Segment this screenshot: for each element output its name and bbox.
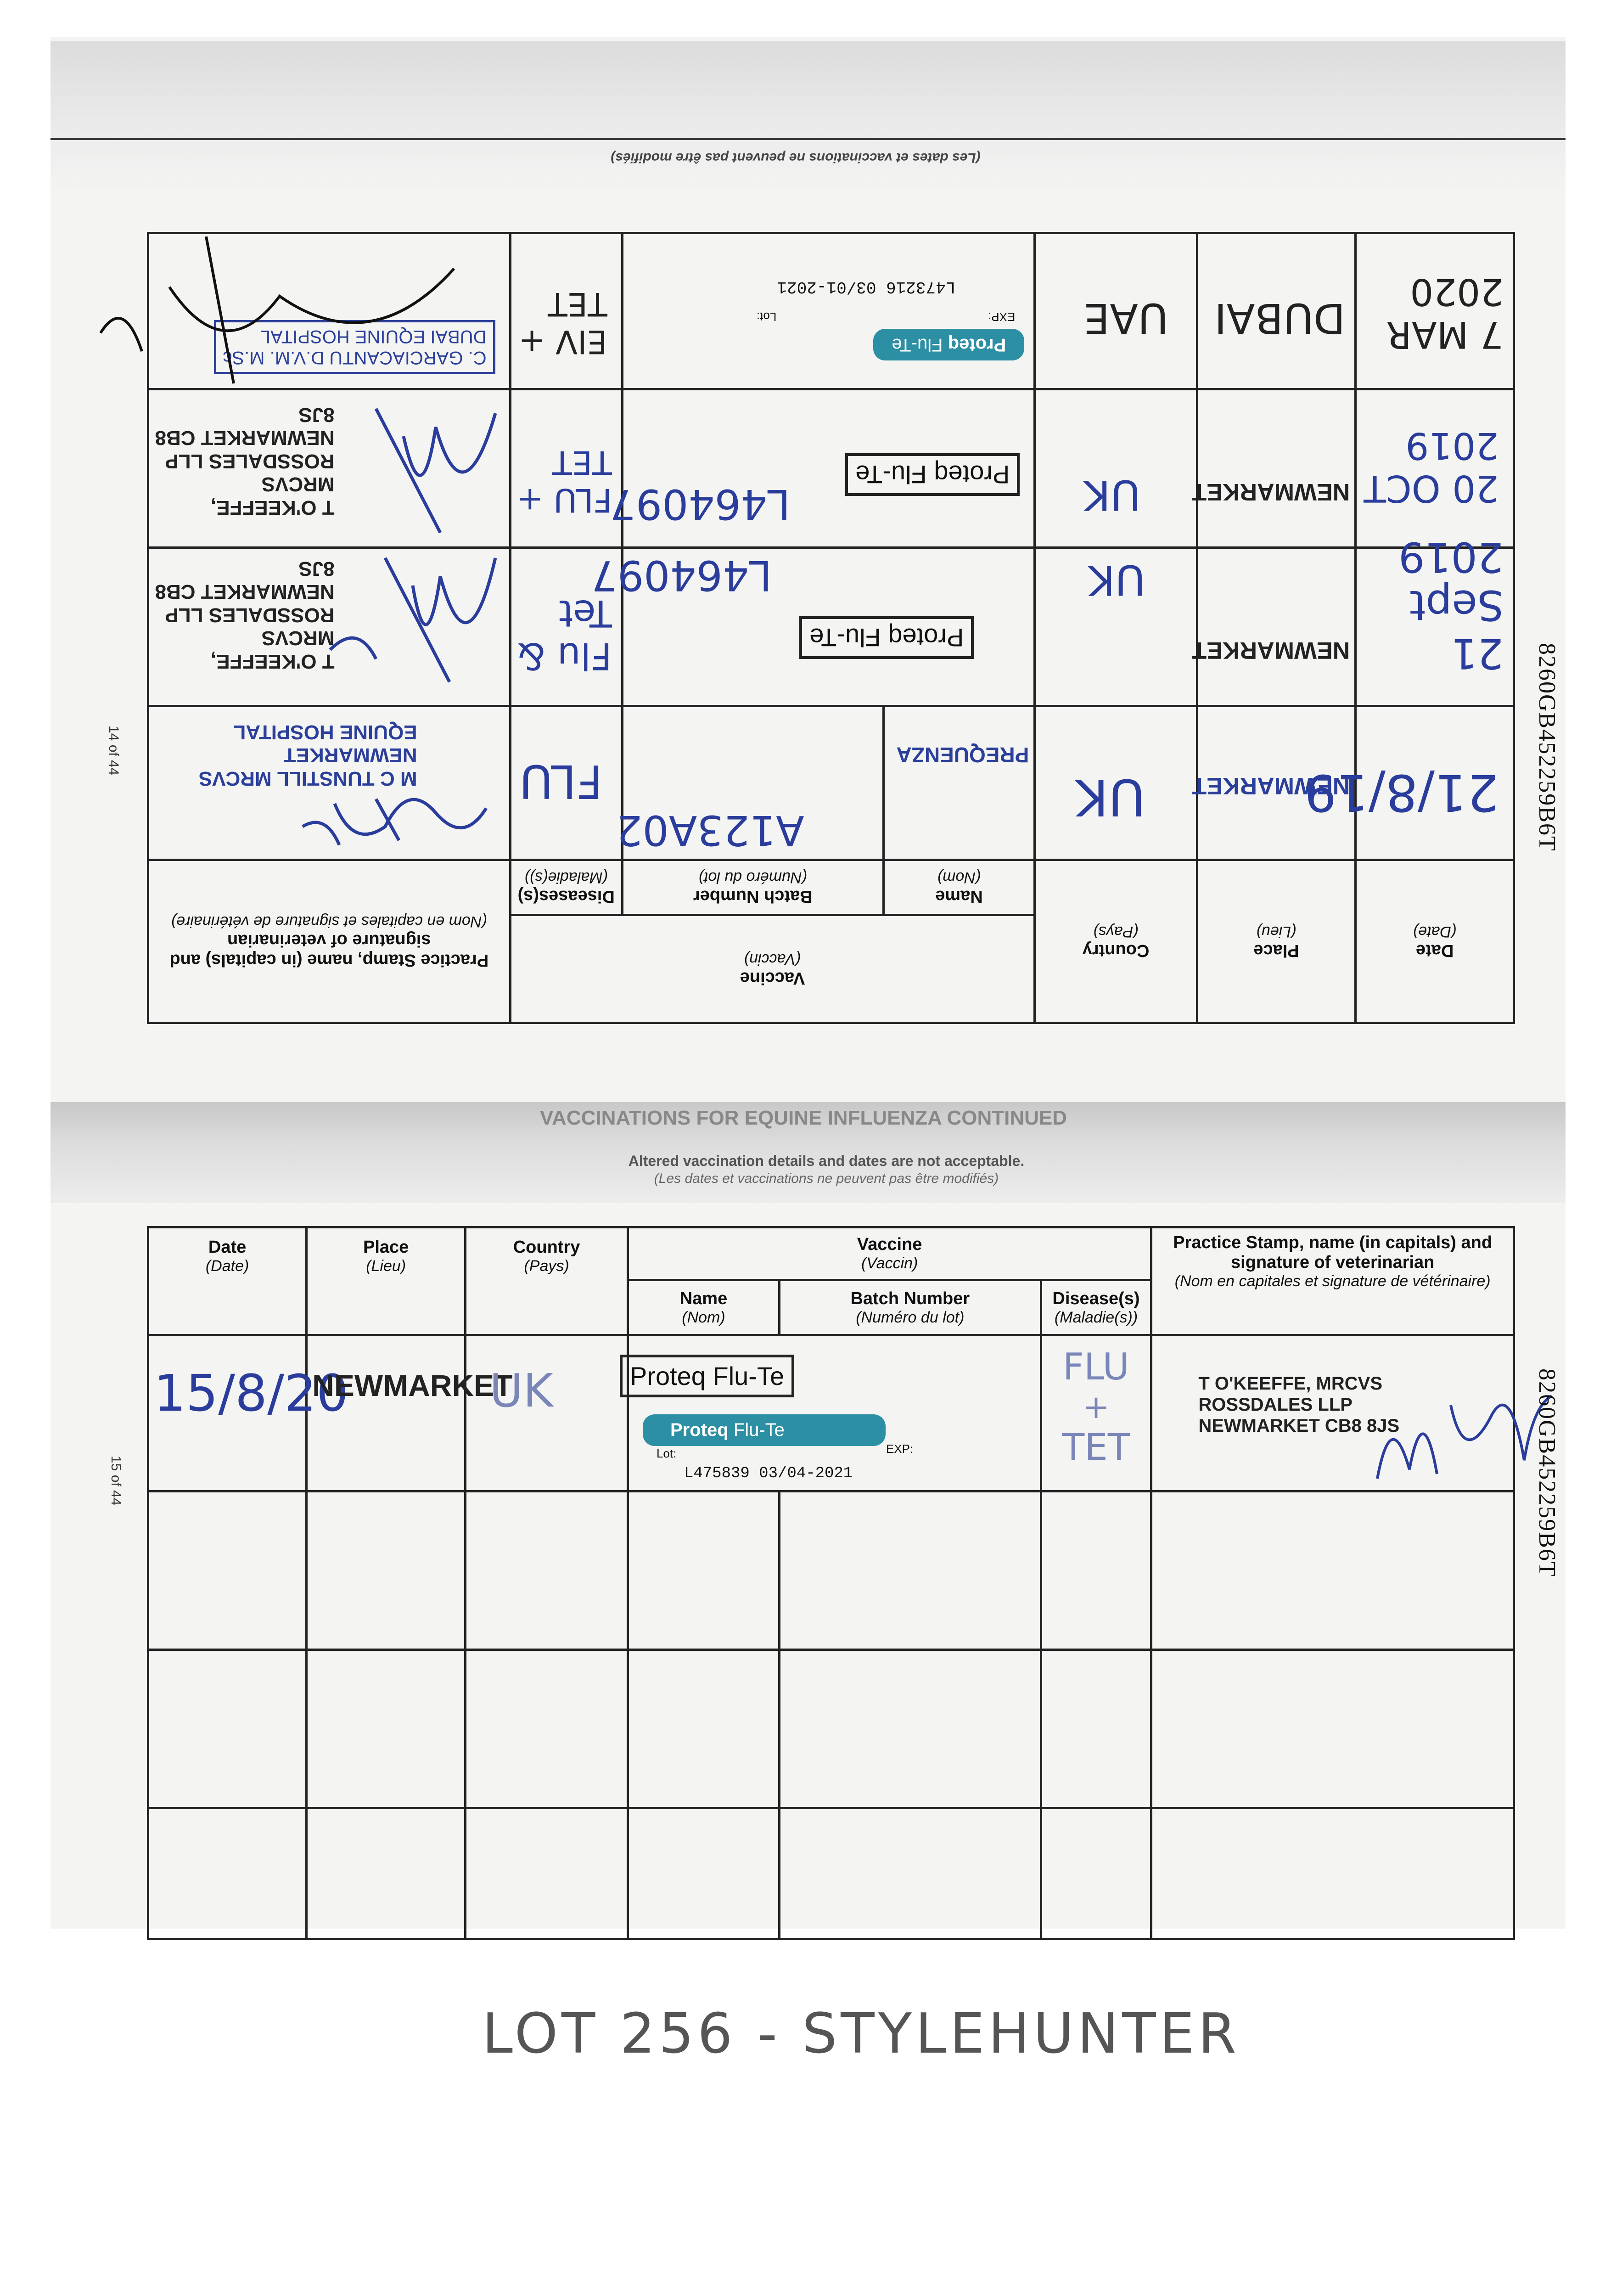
header-date-fr: (Date)	[205, 1257, 249, 1275]
lot-label: Lot:	[756, 310, 777, 324]
stamp-line: NEWMARKET CB8 8JS	[1198, 1416, 1400, 1436]
vaccine-name-stamp: Proteq Flu-Te	[620, 1355, 794, 1397]
batch-value: A123A02	[616, 806, 804, 854]
header-date: Date	[208, 1238, 247, 1257]
header-vaccine: Vaccine	[740, 968, 805, 988]
header-name: Name	[935, 887, 983, 906]
date-value: 7 MAR 2020	[1386, 270, 1504, 356]
disease-value: FLU	[519, 754, 603, 808]
stamp-line: NEWMARKET CB8 8JS	[155, 403, 335, 450]
page-number-14: 14 of 44	[106, 726, 121, 776]
exp-label: EXP:	[886, 1442, 914, 1456]
date-value: 21/8/19	[1304, 763, 1499, 822]
stamp-line: ROSSDALES LLP	[165, 450, 335, 473]
lot-note: LOT 256 - STYLEHUNTER	[482, 2002, 1240, 2066]
disease-value: EIV + TET	[518, 285, 607, 360]
header-batch-fr: (Numéro du lot)	[856, 1308, 965, 1326]
batch-value: L475839 03/04-2021	[684, 1465, 853, 1482]
date-value: 21 Sept 2019	[1398, 533, 1504, 677]
table-row	[148, 1491, 1514, 1650]
header-date-fr: (Date)	[1413, 923, 1457, 940]
header-name-fr: (Nom)	[682, 1308, 725, 1326]
header-batch-fr: (Numéro du lot)	[698, 869, 807, 887]
header-batch: Batch Number	[850, 1289, 970, 1308]
batch-value: L473216 03/01-2021	[777, 277, 956, 296]
table-row	[148, 1335, 1514, 1491]
stamp-line: T O'KEEFFE, MRCVS	[210, 473, 335, 519]
header-country: Country	[513, 1238, 580, 1257]
stamp-line: DUBAI EQUINE HOSPITAL	[260, 326, 487, 347]
vaccine-name-stamp: Proteq Flu-Te	[799, 616, 974, 659]
signature	[321, 395, 505, 542]
header-country-fr: (Pays)	[1093, 923, 1139, 940]
header-name: Name	[679, 1289, 728, 1308]
brand-light: Flu-Te	[733, 1420, 785, 1440]
place-value: DUBAI	[1214, 294, 1346, 342]
country-value: UAE	[1083, 294, 1168, 342]
lot-label: Lot:	[656, 1446, 677, 1460]
disease-line: FLU	[1062, 1345, 1130, 1388]
notice-fr-top: (Les dates et vaccinations ne peuvent pas être modifiés)	[611, 150, 981, 165]
header-stamp-fr: (Nom en capitales et signature de vétérinaire)	[171, 913, 487, 931]
signature	[96, 236, 463, 388]
disease-value: Flu & Tet	[517, 592, 612, 677]
vaccination-table-page-14	[147, 232, 1515, 1024]
header-stamp: Practice Stamp, name (in capitals) and signature of veterinarian	[169, 931, 489, 970]
stamp-line: NEWMARKET	[283, 744, 417, 767]
exp-label: EXP:	[988, 310, 1016, 324]
table-row	[148, 389, 1514, 548]
header-vaccine-fr: (Vaccin)	[861, 1255, 918, 1272]
brand-bold: Proteq	[670, 1420, 729, 1440]
serial-number-bottom: 8260GB452259B6T	[1534, 1368, 1560, 1577]
header-batch: Batch Number	[693, 887, 813, 906]
brand-bold: Proteq	[948, 335, 1006, 355]
notice-fr: (Les dates et vaccinations ne peuvent pas être modifiés)	[654, 1171, 999, 1186]
table-row	[148, 548, 1514, 706]
date-value: 20 OCT 2019	[1364, 424, 1499, 510]
notice-en: Altered vaccination details and dates are not acceptable.	[628, 1153, 1025, 1169]
place-stamp: NEWMARKET	[1192, 637, 1350, 664]
place-stamp: NEWMARKET	[312, 1368, 513, 1402]
header-place: Place	[363, 1238, 409, 1257]
country-value: UK	[1083, 471, 1141, 519]
disease-value: FLU + TET	[516, 444, 612, 519]
header-name-fr: (Nom)	[937, 869, 981, 887]
header-country: Country	[1082, 941, 1150, 960]
proteq-label	[643, 1414, 886, 1446]
place-stamp: NEWMARKET	[1192, 478, 1350, 505]
country-value: UK	[489, 1364, 553, 1418]
page-number-15: 15 of 44	[108, 1456, 123, 1506]
table-row	[148, 1808, 1514, 1939]
table-row	[148, 706, 1514, 860]
country-value: UK	[1075, 768, 1145, 827]
header-place: Place	[1253, 941, 1299, 960]
header-disease: Disease(s)	[1052, 1289, 1140, 1308]
header-disease: Diseases(s)	[517, 887, 615, 906]
section-title: VACCINATIONS FOR EQUINE INFLUENZA CONTINUED	[539, 1107, 1067, 1129]
stamp-line: T O'KEEFFE, MRCVS	[210, 627, 335, 673]
place-stamp: NEWMARKET	[1192, 772, 1350, 799]
vaccine-name-stamp: PREQUENZA	[896, 743, 1029, 767]
batch-value: L464097	[609, 480, 791, 528]
table-row	[148, 233, 1514, 389]
header-place-fr: (Lieu)	[1256, 923, 1296, 940]
disease-line: TET	[1062, 1426, 1130, 1469]
brand-light: Flu-Te	[892, 335, 943, 355]
header-date: Date	[1415, 941, 1454, 960]
header-disease-fr: (Maladie(s))	[1054, 1308, 1138, 1326]
stamp-line: ROSSDALES LLP	[1198, 1395, 1353, 1415]
signature	[1373, 1378, 1556, 1488]
stamp-line: C. GARCIACANTU D.V.M. M.Sc	[223, 348, 487, 368]
signature	[321, 549, 505, 696]
stamp-line: EQUINE HOSPITAL	[233, 720, 417, 743]
page-14-rotated	[0, 0, 1622, 1125]
table-row	[148, 1650, 1514, 1808]
header-disease-fr: (Maladie(s))	[524, 869, 608, 887]
header-stamp: Practice Stamp, name (in capitals) and signature of veterinarian	[1173, 1233, 1493, 1272]
vaccine-name-stamp: Proteq Flu-Te	[845, 453, 1020, 496]
vaccination-table-page-15	[147, 1226, 1515, 1940]
stamp-line: ROSSDALES LLP	[165, 603, 335, 626]
header-place-fr: (Lieu)	[366, 1257, 406, 1275]
proteq-label	[873, 329, 1024, 360]
stamp-line: NEWMARKET CB8 8JS	[155, 557, 335, 603]
signature	[298, 794, 491, 854]
date-value: 15/8/20	[154, 1364, 349, 1423]
batch-value: L464097	[591, 551, 772, 599]
header-vaccine-fr: (Vaccin)	[744, 951, 801, 968]
header-stamp-fr: (Nom en capitales et signature de vétérinaire)	[1174, 1272, 1491, 1290]
stamp-line: T O'KEEFFE, MRCVS	[1198, 1373, 1383, 1394]
country-value: UK	[1088, 556, 1145, 604]
header-vaccine: Vaccine	[857, 1235, 922, 1254]
stamp-line: M C TUNSTILL MRCVS	[198, 767, 417, 790]
disease-line: +	[1083, 1388, 1110, 1426]
header-country-fr: (Pays)	[524, 1257, 569, 1275]
serial-number-top: 8260GB452259B6T	[1534, 643, 1560, 852]
